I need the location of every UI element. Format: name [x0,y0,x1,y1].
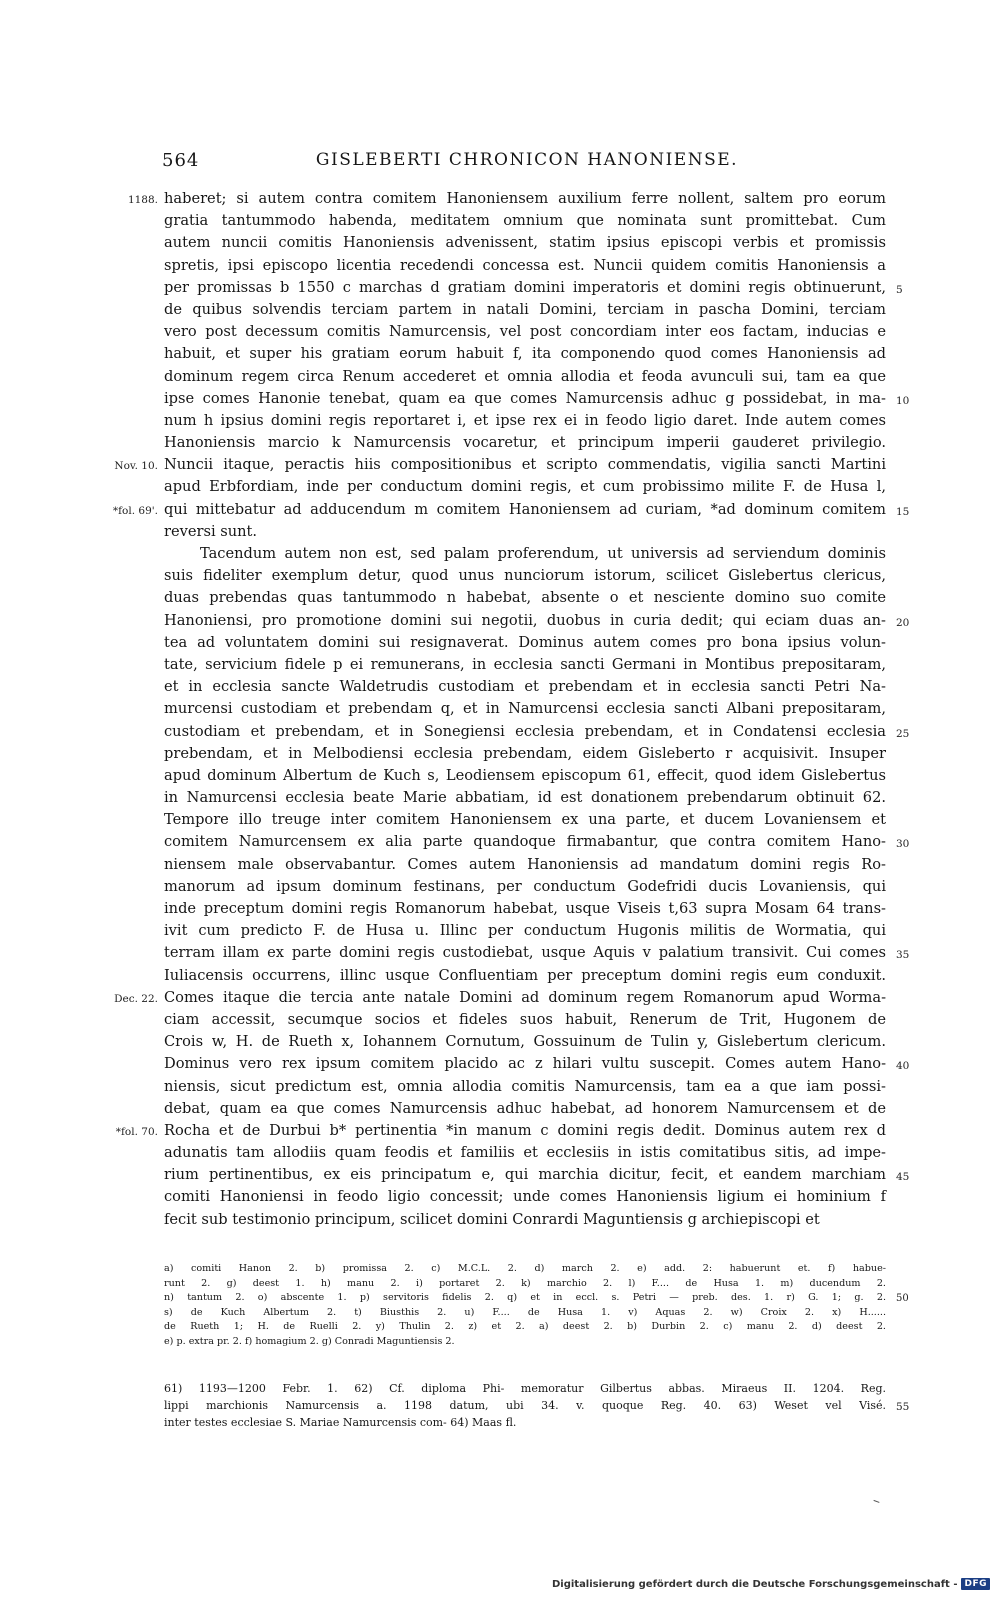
line-text: reversi sunt. [164,522,258,540]
line-number: 30 [896,838,910,851]
line-text: custodiam et prebendam, et in Sonegiensi ecclesia prebendam, et in Condatensi ecclesia [164,722,886,740]
line-number: 55 [896,1401,910,1413]
line-text: haberet; si autem contra comitem Hanoniensem auxilium ferre nollent, saltem pro eorum [164,190,886,207]
variant-line [164,1262,886,1277]
line-text: fecit sub testimonio principum, scilicet domini Conrardi Maguntiensis g archiepiscopi et [164,1210,820,1228]
line-text: adunatis tam allodiis quam feodis et familiis et ecclesiis in istis comitatibus sitis, ad impe- [164,1144,886,1162]
line-text: vero post decessum comitis Namurcensis, vel post concordiam inter eos factam, inducias e [164,323,886,341]
text-line [164,543,886,565]
text-line [164,787,886,809]
text-line [164,809,886,831]
text-line [164,587,886,609]
line-number: 25 [896,727,910,740]
text-line [164,1053,910,1075]
main-text [112,188,910,1231]
line-text: num h ipsius domini regis reportaret i, et ipse rex ei in feodo ligio daret. Inde autem comes [164,411,886,429]
text-line [164,920,886,942]
text-line [164,965,886,987]
variant-line [164,1320,886,1335]
text-line [114,454,886,476]
line-text: prebendam, et in Melbodiensi ecclesia prebendam, eidem Gisleberto r acquisivit. Insuper [164,744,886,762]
text-line [112,499,910,521]
text-line [164,876,886,898]
text-line [164,321,886,343]
text-line [164,277,903,299]
text-line [164,854,886,876]
line-text: Crois w, H. de Rueth x, Iohannem Cornutum, Gossuinum de Tulin y, Gislebertum clericum. [164,1033,886,1051]
line-text: Tacendum autem non est, sed palam proferendum, ut universis ad serviendum dominis [200,545,886,562]
page-header [162,150,892,174]
line-text: runt 2. g) deest 1. h) manu 2. i) portaret 2. k) marchio 2. l) F.... de Husa 1. m) ducendum 2. [164,1277,886,1289]
line-number: 5 [896,283,903,296]
line-text: niensem male observabantur. Comes autem Hanoniensis ad mandatum domini regis Ro- [164,855,886,873]
line-text: manorum ad ipsum dominum festinans, per conductum Godefridi ducis Lovaniensis, qui [164,877,886,895]
text-line [164,1031,886,1053]
running-title: GISLEBERTI CHRONICON HANONIENSE. [315,150,739,170]
text-line [164,632,886,654]
line-text: de Rueth 1; H. de Ruelli 2. y) Thulin 2. z) et 2. a) deest 2. b) Durbin 2. c) manu 2. d) deest 2. [164,1321,886,1333]
line-text: debat, quam ea que comes Namurcensis adhuc habebat, ad honorem Namurcensem et de [164,1099,886,1117]
line-text: n) tantum 2. o) abscente 1. p) servitoris fidelis 2. q) et in eccl. s. Petri — preb. des. 1. r) G. 1; g. 2. [164,1292,886,1304]
text-line [164,1098,886,1120]
line-text: et in ecclesia sancte Waldetrudis custodiam et prebendam et in ecclesia sancti Petri Na- [164,678,886,696]
line-number: 50 [896,1293,909,1305]
note-line [164,1380,886,1397]
line-text: ivit cum predicto F. de Husa u. Illinc per conductum Hugonis militis de Wormatia, qui [164,922,886,940]
line-text: de quibus solvendis terciam partem in natali Domini, terciam in pascha Domini, terciam [164,300,886,318]
text-line [164,210,886,232]
text-line [164,232,886,254]
variant-line [164,1277,886,1292]
line-text: apud dominum Albertum de Kuch s, Leodiensem episcopum 61, effecit, quod idem Gislebertus [164,766,886,784]
line-text: dominum regem circa Renum accederet et omnia allodia et feoda avunculi sui, tam ea que [164,367,886,385]
margin-date: Nov. 10. [114,460,158,473]
margin-date: 1188. [127,194,158,206]
text-line [164,610,910,632]
line-number: 15 [896,505,910,518]
text-line [164,565,886,587]
text-line [127,188,886,210]
text-line [164,1009,886,1031]
historical-notes [164,1380,910,1431]
line-text: autem nuncii comitis Hanoniensis advenissent, statim ipsius episcopi verbis et promissis [164,234,886,252]
stray-mark [873,1497,880,1503]
note-line [164,1397,910,1414]
footer [552,1576,990,1592]
line-text: Hanoniensi, pro promotione domini sui negotii, duobus in curia dedit; qui eciam duas an- [164,611,886,629]
line-text: a) comiti Hanon 2. b) promissa 2. c) M.C.L. 2. d) march 2. e) add. 2: habuerunt et. f) habue- [164,1263,886,1274]
line-number: 35 [896,949,910,962]
line-text: suis fideliter exemplum detur, quod unus nunciorum istorum, scilicet Gislebertus clericus, [164,567,886,585]
margin-date: *fol. 69'. [112,504,158,517]
margin-date: Dec. 22. [114,992,158,1005]
line-text: inde preceptum domini regis Romanorum habebat, usque Viseis t,63 supra Mosam 64 trans- [164,900,886,917]
text-line [164,299,886,321]
line-text: Rocha et de Durbui b* pertinentia *in manum c domini regis dedit. Dominus autem rex d [164,1121,886,1139]
text-line [164,366,886,388]
margin-date: *fol. 70. [115,1125,158,1138]
line-text: habuit, et super his gratiam eorum habuit f, ita componendo quod comes Hanoniensis ad [164,345,886,363]
line-text: Tempore illo treuge inter comitem Hanoniensem ex una parte, et ducem Lovaniensem et [164,811,886,829]
line-text: rium pertinentibus, ex eis principatum e, qui marchia dicitur, fecit, et eandem marchiam [164,1166,886,1184]
line-text: Dominus vero rex ipsum comitem placido ac z hilari vultu suscepit. Comes autem Hano- [164,1055,886,1073]
variant-line [164,1306,886,1321]
line-text: in Namurcensi ecclesia beate Marie abbatiam, id est donationem prebendarum obtinuit 62. [164,789,886,807]
text-line [164,1142,886,1164]
text-line [164,698,886,720]
line-text: terram illam ex parte domini regis custodiebat, usque Aquis v palatium transivit. Cui comes [164,944,886,962]
dfg-logo: DFG [961,1578,990,1590]
text-line [164,676,886,698]
text-line [164,1186,886,1208]
line-text: 61) 1193—1200 Febr. 1. 62) Cf. diploma Phi- memoratur Gilbertus abbas. Miraeus II. 1204. Reg. [164,1382,886,1395]
line-text: ipse comes Hanonie tenebat, quam ea que comes Namurcensis adhuc g possidebat, in ma- [164,389,886,407]
text-line [164,721,910,743]
line-text: gratia tantummodo habenda, meditatem omnium que nominata sunt promittebat. Cum [164,212,886,230]
line-text: Hanoniensis marcio k Namurcensis vocaretur, et principum imperii gauderet privilegio. [164,434,886,452]
line-text: apud Erbfordiam, inde per conductum domini regis, et cum probissimo milite F. de Husa l, [164,478,886,496]
text-line [164,1076,886,1098]
line-text: niensis, sicut predictum est, omnia allodia comitis Namurcensis, tam ea a que iam possi- [164,1077,886,1095]
text-line [114,987,886,1009]
text-line [164,1164,910,1186]
line-text: Nuncii itaque, peractis hiis compositionibus et scripto commendatis, vigilia sancti Martini [164,456,886,474]
text-line [164,521,886,543]
text-line [164,743,886,765]
note-line [164,1414,886,1431]
text-line [164,343,886,365]
line-number: 40 [896,1060,910,1073]
variant-line [164,1291,909,1306]
line-text: tea ad voluntatem domini sui resignaverat. Dominus autem comes pro bona ipsius volun- [164,633,886,651]
text-line [164,388,910,410]
line-text: per promissas b 1550 c marchas d gratiam domini imperatoris et domini regis obtinuerunt, [164,278,886,296]
variant-apparatus [164,1262,909,1350]
line-number: 10 [896,394,910,407]
text-line [164,765,886,787]
text-line [164,831,910,853]
line-text: duas prebendas quas tantummodo n habebat, absente o et nesciente domino suo comite [164,589,886,607]
text-line [164,654,886,676]
text-line [164,432,886,454]
line-text: lippi marchionis Namurcensis a. 1198 datum, ubi 34. v. quoque Reg. 40. 63) Weset vel Visé. [164,1399,886,1412]
text-line [164,1209,886,1231]
line-text: e) p. extra pr. 2. f) homagium 2. g) Conradi Maguntiensis 2. [164,1335,455,1347]
line-text: comiti Hanoniensi in feodo ligio concessit; unde comes Hanoniensis ligium ei hominium f [164,1188,886,1206]
line-text: ciam accessit, secumque socios et fideles suos habuit, Renerum de Trit, Hugonem de [164,1010,886,1028]
line-number: 45 [896,1171,910,1184]
footer-text: Digitalisierung gefördert durch die Deutsche Forschungsgemeinschaft - [551,1578,958,1590]
line-text: s) de Kuch Albertum 2. t) Biusthis 2. u) F.... de Husa 1. v) Aquas 2. w) Croix 2. x) H...... [164,1306,886,1318]
line-text: qui mittebatur ad adducendum m comitem Hanoniensem ad curiam, *ad dominum comitem [164,500,886,518]
text-line [164,898,886,920]
line-text: murcensi custodiam et prebendam q, et in Namurcensi ecclesia sancti Albani prepositaram, [164,700,886,718]
line-text: spretis, ipsi episcopo licentia recedendi concessa est. Nuncii quidem comitis Hanoniensis a [164,256,886,274]
page-number: 564 [162,150,200,171]
line-text: tate, servicium fidele p ei remunerans, in ecclesia sancti Germani in Montibus prepositaram, [164,655,886,673]
text-line [164,255,886,277]
line-text: Comes itaque die tercia ante natale Domini ad dominum regem Romanorum apud Worma- [164,988,886,1006]
line-text: inter testes ecclesiae S. Mariae Namurcensis com- 64) Maas fl. [164,1416,517,1429]
line-text: Iuliacensis occurrens, illinc usque Confluentiam per preceptum domini regis eum conduxit. [164,966,886,984]
text-line [164,476,886,498]
line-number: 20 [896,616,910,629]
text-line [115,1120,886,1142]
text-line [164,942,910,964]
text-line [164,410,886,432]
line-text: comitem Namurcensem ex alia parte quandoque firmabantur, que contra comitem Hano- [164,833,886,851]
variant-line [164,1335,886,1350]
